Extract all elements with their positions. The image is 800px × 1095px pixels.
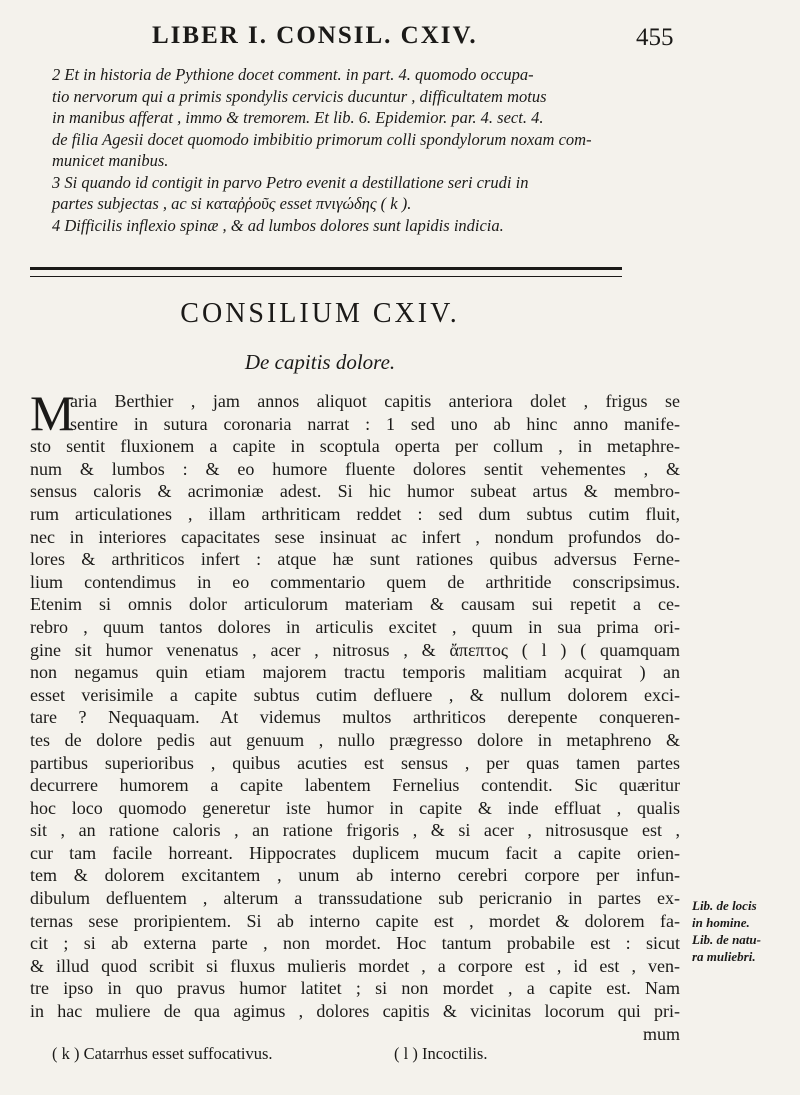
catchword: mum bbox=[642, 1023, 680, 1044]
running-head bbox=[0, 18, 800, 58]
body-line: num & lumbos : & eo humore fluente dolores sentit vehementes , & bbox=[30, 458, 680, 479]
body-line: esset verisimile a capite subtus cutim defluere , & nullum dolorem exci- bbox=[30, 684, 680, 705]
body-line: gine sit humor venenatus , acer , nitrosus , & ἄπεπτος ( l ) ( quamquam bbox=[30, 639, 680, 660]
body-line: partibus superioribus , quibus acuties est sensus , per quas tamen partes bbox=[30, 752, 680, 773]
body-line: aria Berthier , jam annos aliquot capitis anteriora dolet , frigus se bbox=[70, 391, 680, 411]
body-line: dibulum defluentem , alterum a transsudatione sub pericranio in partes ex- bbox=[30, 888, 680, 909]
footnote-k: ( k ) Catarrhus esset suffocativus. bbox=[52, 1044, 273, 1063]
body-line: Etenim si omnis dolor articulorum materiam & causam sui repetit a ce- bbox=[30, 594, 680, 615]
body-line: cur tam facile horreant. Hippocrates duplicem mucum facit a capite orien- bbox=[30, 842, 680, 863]
body-line: ternas sese proripientem. Si ab interno capite est , mordet & dolorem fa- bbox=[30, 910, 680, 931]
margin-note-line: Lib. de natu- bbox=[692, 932, 761, 947]
body-line: tre ipso in quo pravus humor latitet ; si non mordet , a capite est. Nam bbox=[30, 978, 680, 999]
body-line: sit , an ratione caloris , an ratione frigoris , & si acer , nitrosusque est , bbox=[30, 820, 680, 841]
body-line: rum articulationes , illam arthriticam reddet : sed dum subtus cutim fluit, bbox=[30, 503, 680, 524]
body-line: nec in interiores capacitates sese insinuat ac infert , nondum profundos do- bbox=[30, 526, 680, 547]
note-line: partes subjectas , ac si καταῤῥοῦς esset πνιγώδης ( k ). bbox=[52, 194, 412, 213]
consilium-heading: CONSILIUM CXIV. bbox=[180, 298, 460, 329]
note-line: in manibus afferat , immo & tremorem. Et lib. 6. Epidemior. par. 4. sect. 4. bbox=[52, 108, 544, 127]
footnotes bbox=[52, 1044, 612, 1066]
body-line: cit ; si ab externa parte , non mordet. Hoc tantum probabile est : sicut bbox=[30, 933, 680, 954]
consilium-subheading: De capitis dolore. bbox=[244, 350, 396, 374]
section-divider bbox=[30, 267, 622, 277]
body-line: lores & arthriticos infert : atque hæ sunt rationes quibus adversus Ferne- bbox=[30, 549, 680, 570]
consilium-body bbox=[30, 385, 680, 1045]
body-line: tes de dolore pedis aut genuum , nullo prægresso dolore in metaphreno & bbox=[30, 729, 680, 750]
body-line: in hac muliere de qua agimus , dolores capitis & vicinitas locorum qui pri- bbox=[30, 1001, 680, 1022]
footnote-l: ( l ) Incoctilis. bbox=[394, 1044, 488, 1063]
body-line: sto sentit fluxionem a capite in scoptula operta per collum , in metaphre- bbox=[30, 436, 680, 457]
body-line: sensus caloris & acrimoniæ adest. Si hic humor subeat artus & membro- bbox=[30, 481, 680, 502]
running-title: LIBER I. CONSIL. CXIV. bbox=[152, 22, 478, 49]
body-line: tare ? Nequaquam. At videmus multos arthriticos derepente conqueren- bbox=[30, 707, 680, 728]
body-line: rebro , quum tantos dolores in articulis excitet , quum in sua prima ori- bbox=[30, 616, 680, 637]
margin-note-line: Lib. de locis bbox=[692, 898, 757, 913]
preceding-notes bbox=[52, 64, 624, 236]
drop-cap: M bbox=[30, 385, 75, 441]
body-line: sentire in sutura coronaria narrat : 1 sed uno ab hinc anno manife- bbox=[70, 413, 680, 434]
margin-note-line: in homine. bbox=[692, 915, 750, 930]
body-line: non negamus quin etiam majorem tractu temporis malitiam acquirat ) an bbox=[30, 662, 680, 683]
margin-note-line: ra muliebri. bbox=[692, 949, 756, 964]
note-line: 2 Et in historia de Pythione docet comment. in part. 4. quomodo occupa- bbox=[52, 65, 534, 84]
body-line: hoc loco quomodo generetur iste humor in capite & inde effluat , qualis bbox=[30, 797, 680, 818]
note-line: de filia Agesii docet quomodo imbibitio primorum colli spondylorum noxam com- bbox=[52, 129, 592, 149]
page-number: 455 bbox=[636, 24, 674, 51]
note-line: municet manibus. bbox=[52, 151, 169, 170]
margin-notes bbox=[692, 897, 800, 965]
note-line: 3 Si quando id contigit in parvo Petro evenit a destillatione seri crudi in bbox=[52, 172, 529, 192]
note-line: 4 Difficilis inflexio spinæ , & ad lumbos dolores sunt lapidis indicia. bbox=[52, 215, 504, 235]
body-line: decurrere humorem a capite labentem Fernelius contendit. Sic quæritur bbox=[30, 775, 680, 796]
body-line: & illud quod scribit si fluxus mulieris mordet , a corpore est , id est , ven- bbox=[30, 955, 680, 976]
note-line: tio nervorum qui a primis spondylis cervicis ducuntur , difficultatem motus bbox=[52, 86, 547, 106]
body-line: lium contendimus in eo commentario quem de arthritide conscripsimus. bbox=[30, 571, 680, 592]
body-line: tem & dolorem excitantem , unum ab interno cerebri corpore per infun- bbox=[30, 865, 680, 886]
